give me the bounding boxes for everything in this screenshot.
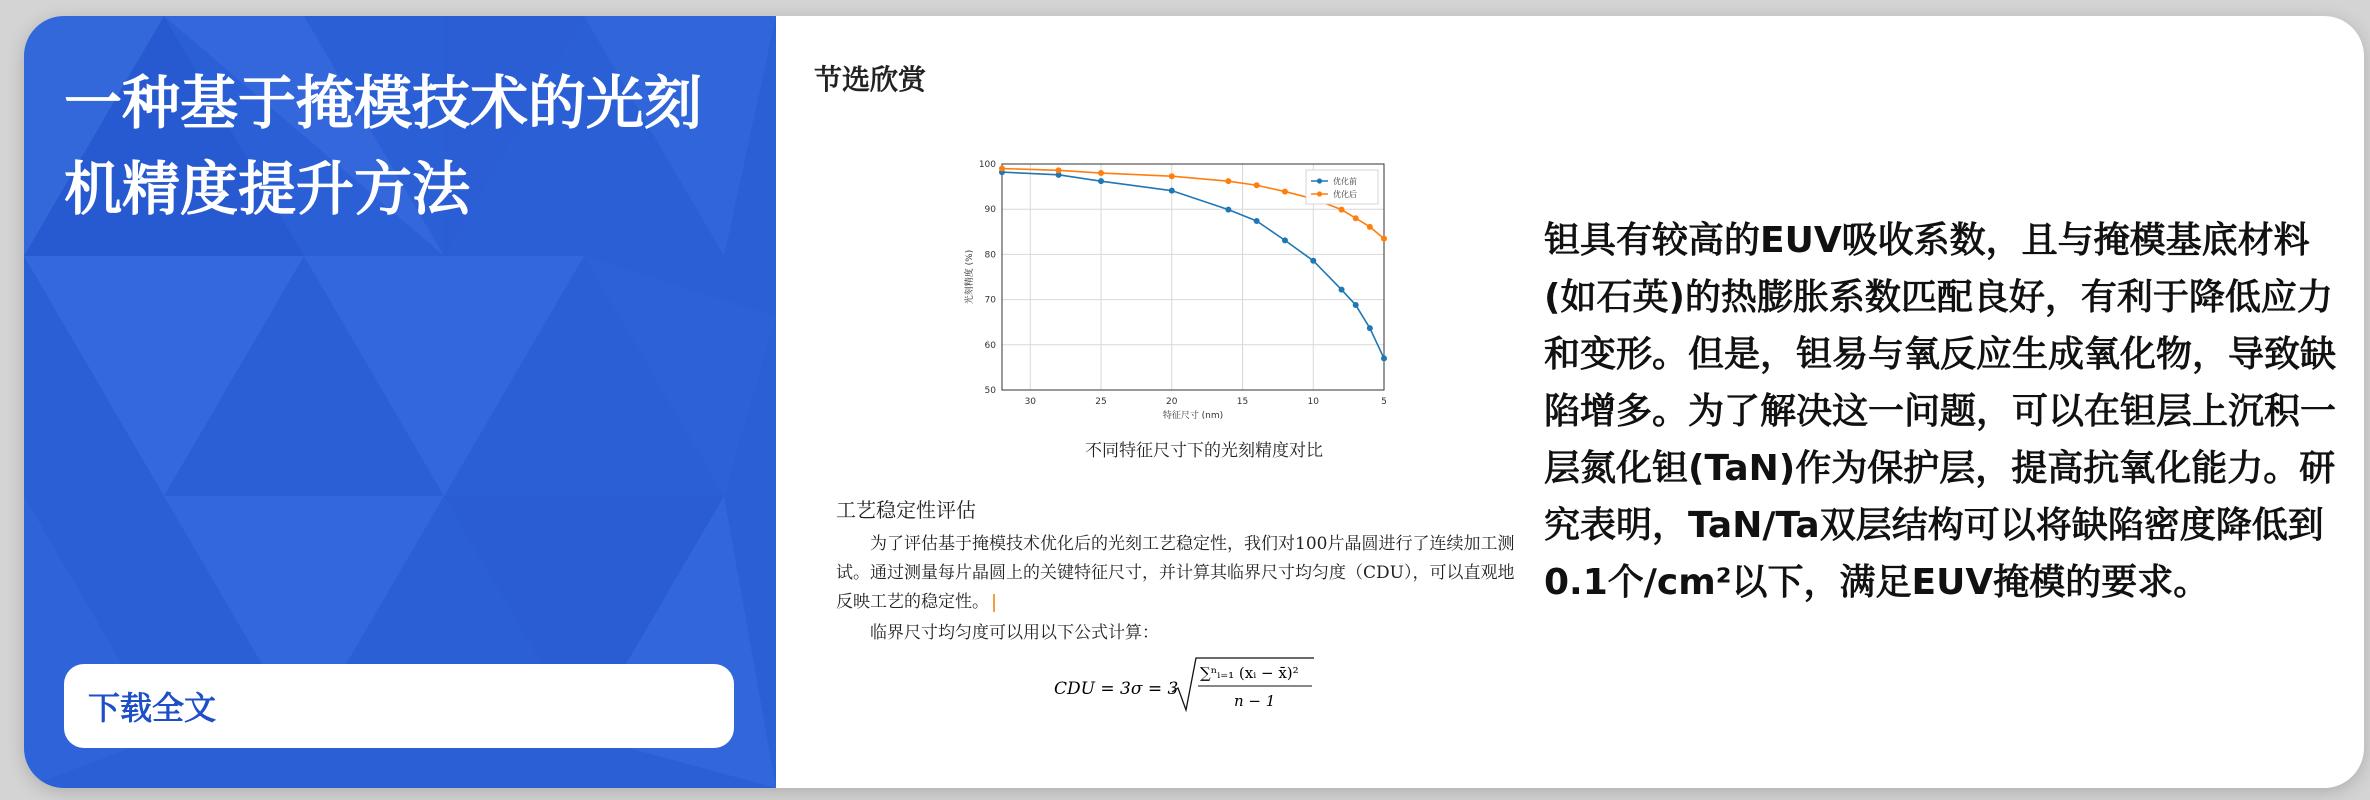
- y-tick-label: 60: [984, 340, 996, 351]
- y-tick-label: 90: [984, 205, 996, 216]
- y-tick-label: 80: [984, 250, 996, 261]
- data-point: [1381, 236, 1387, 242]
- data-point: [1282, 237, 1288, 243]
- x-tick-label: 5: [1381, 397, 1387, 407]
- data-point: [1169, 188, 1175, 194]
- content-card: [24, 16, 2364, 788]
- cdu-formula: [1054, 656, 1314, 725]
- x-tick-label: 10: [1307, 397, 1319, 407]
- formula-intro: 临界尺寸均匀度可以用以下公式计算：: [870, 623, 1159, 643]
- process-paragraph[interactable]: [836, 530, 1516, 617]
- data-point: [999, 166, 1005, 172]
- chart-svg: [924, 142, 1444, 432]
- legend-label: 优化前: [1333, 177, 1357, 186]
- data-point: [1381, 355, 1387, 361]
- x-tick-label: 25: [1095, 397, 1107, 407]
- data-point: [1339, 287, 1345, 293]
- y-tick-label: 70: [984, 295, 996, 306]
- data-point: [1367, 325, 1373, 331]
- formula-denominator: n − 1: [1234, 692, 1276, 710]
- data-point: [1310, 258, 1316, 264]
- accuracy-chart: [924, 142, 1444, 436]
- legend-marker: [1317, 191, 1322, 196]
- data-point: [1282, 189, 1288, 195]
- article-title: 一种基于掩模技术的光刻机精度提升方法: [64, 69, 703, 223]
- excerpt-text: 钽具有较高的EUV吸收系数，且与掩模基底材料(如石英)的热膨胀系数匹配良好，有利于降低应力和变形。但是，钽易与氧反应生成氧化物，导致缺陷增多。为了解决这一问题，可以在钽层上沉积一层氮化钽(TaN)作为保护层，提高抗氧化能力。研究表明，TaN/Ta双层结构可以将缺陷密度降低到0.1个/cm²以下，满足EUV掩模的要求。: [1544, 220, 2337, 603]
- x-tick-label: 15: [1236, 397, 1249, 407]
- data-point: [1225, 178, 1231, 184]
- text-cursor: [993, 594, 995, 612]
- x-tick-label: 30: [1024, 397, 1037, 407]
- x-tick-label: 20: [1166, 397, 1178, 407]
- data-point: [1098, 170, 1104, 176]
- y-tick-label: 100: [978, 160, 996, 170]
- data-point: [1353, 215, 1359, 221]
- data-point: [1254, 182, 1260, 188]
- title-panel: [24, 16, 776, 788]
- legend-label: 优化后: [1333, 190, 1357, 199]
- data-point: [1353, 302, 1359, 308]
- formula-numerator: ∑ⁿᵢ₌₁ (xᵢ − x̄)²: [1200, 664, 1299, 682]
- data-point: [1254, 218, 1260, 224]
- data-point: [1169, 173, 1175, 179]
- data-point: [1098, 178, 1104, 184]
- process-paragraph-text: 为了评估基于掩模技术优化后的光刻工艺稳定性，我们对100片晶圆进行了连续加工测试。通过测量每片晶圆上的关键特征尺寸，并计算其临界尺寸均匀度（CDU），可以直观地反映工艺的稳定性。: [836, 534, 1515, 612]
- x-axis-label: 特征尺寸 (nm): [1162, 411, 1224, 421]
- section-label: 节选欣赏: [814, 63, 927, 96]
- y-tick-label: 50: [984, 386, 996, 396]
- download-full-text-button[interactable]: 下载全文: [64, 664, 734, 748]
- data-point: [1339, 207, 1345, 213]
- process-section-heading: 工艺稳定性评估: [836, 498, 976, 522]
- y-axis-label: 光刻精度 (%): [965, 249, 975, 305]
- data-point: [1225, 207, 1231, 213]
- chart-caption: 不同特征尺寸下的光刻精度对比: [1085, 441, 1323, 461]
- data-point: [1056, 167, 1062, 173]
- legend-marker: [1317, 178, 1322, 183]
- data-point: [1367, 224, 1373, 230]
- formula-lhs: CDU = 3σ = 3: [1054, 679, 1179, 699]
